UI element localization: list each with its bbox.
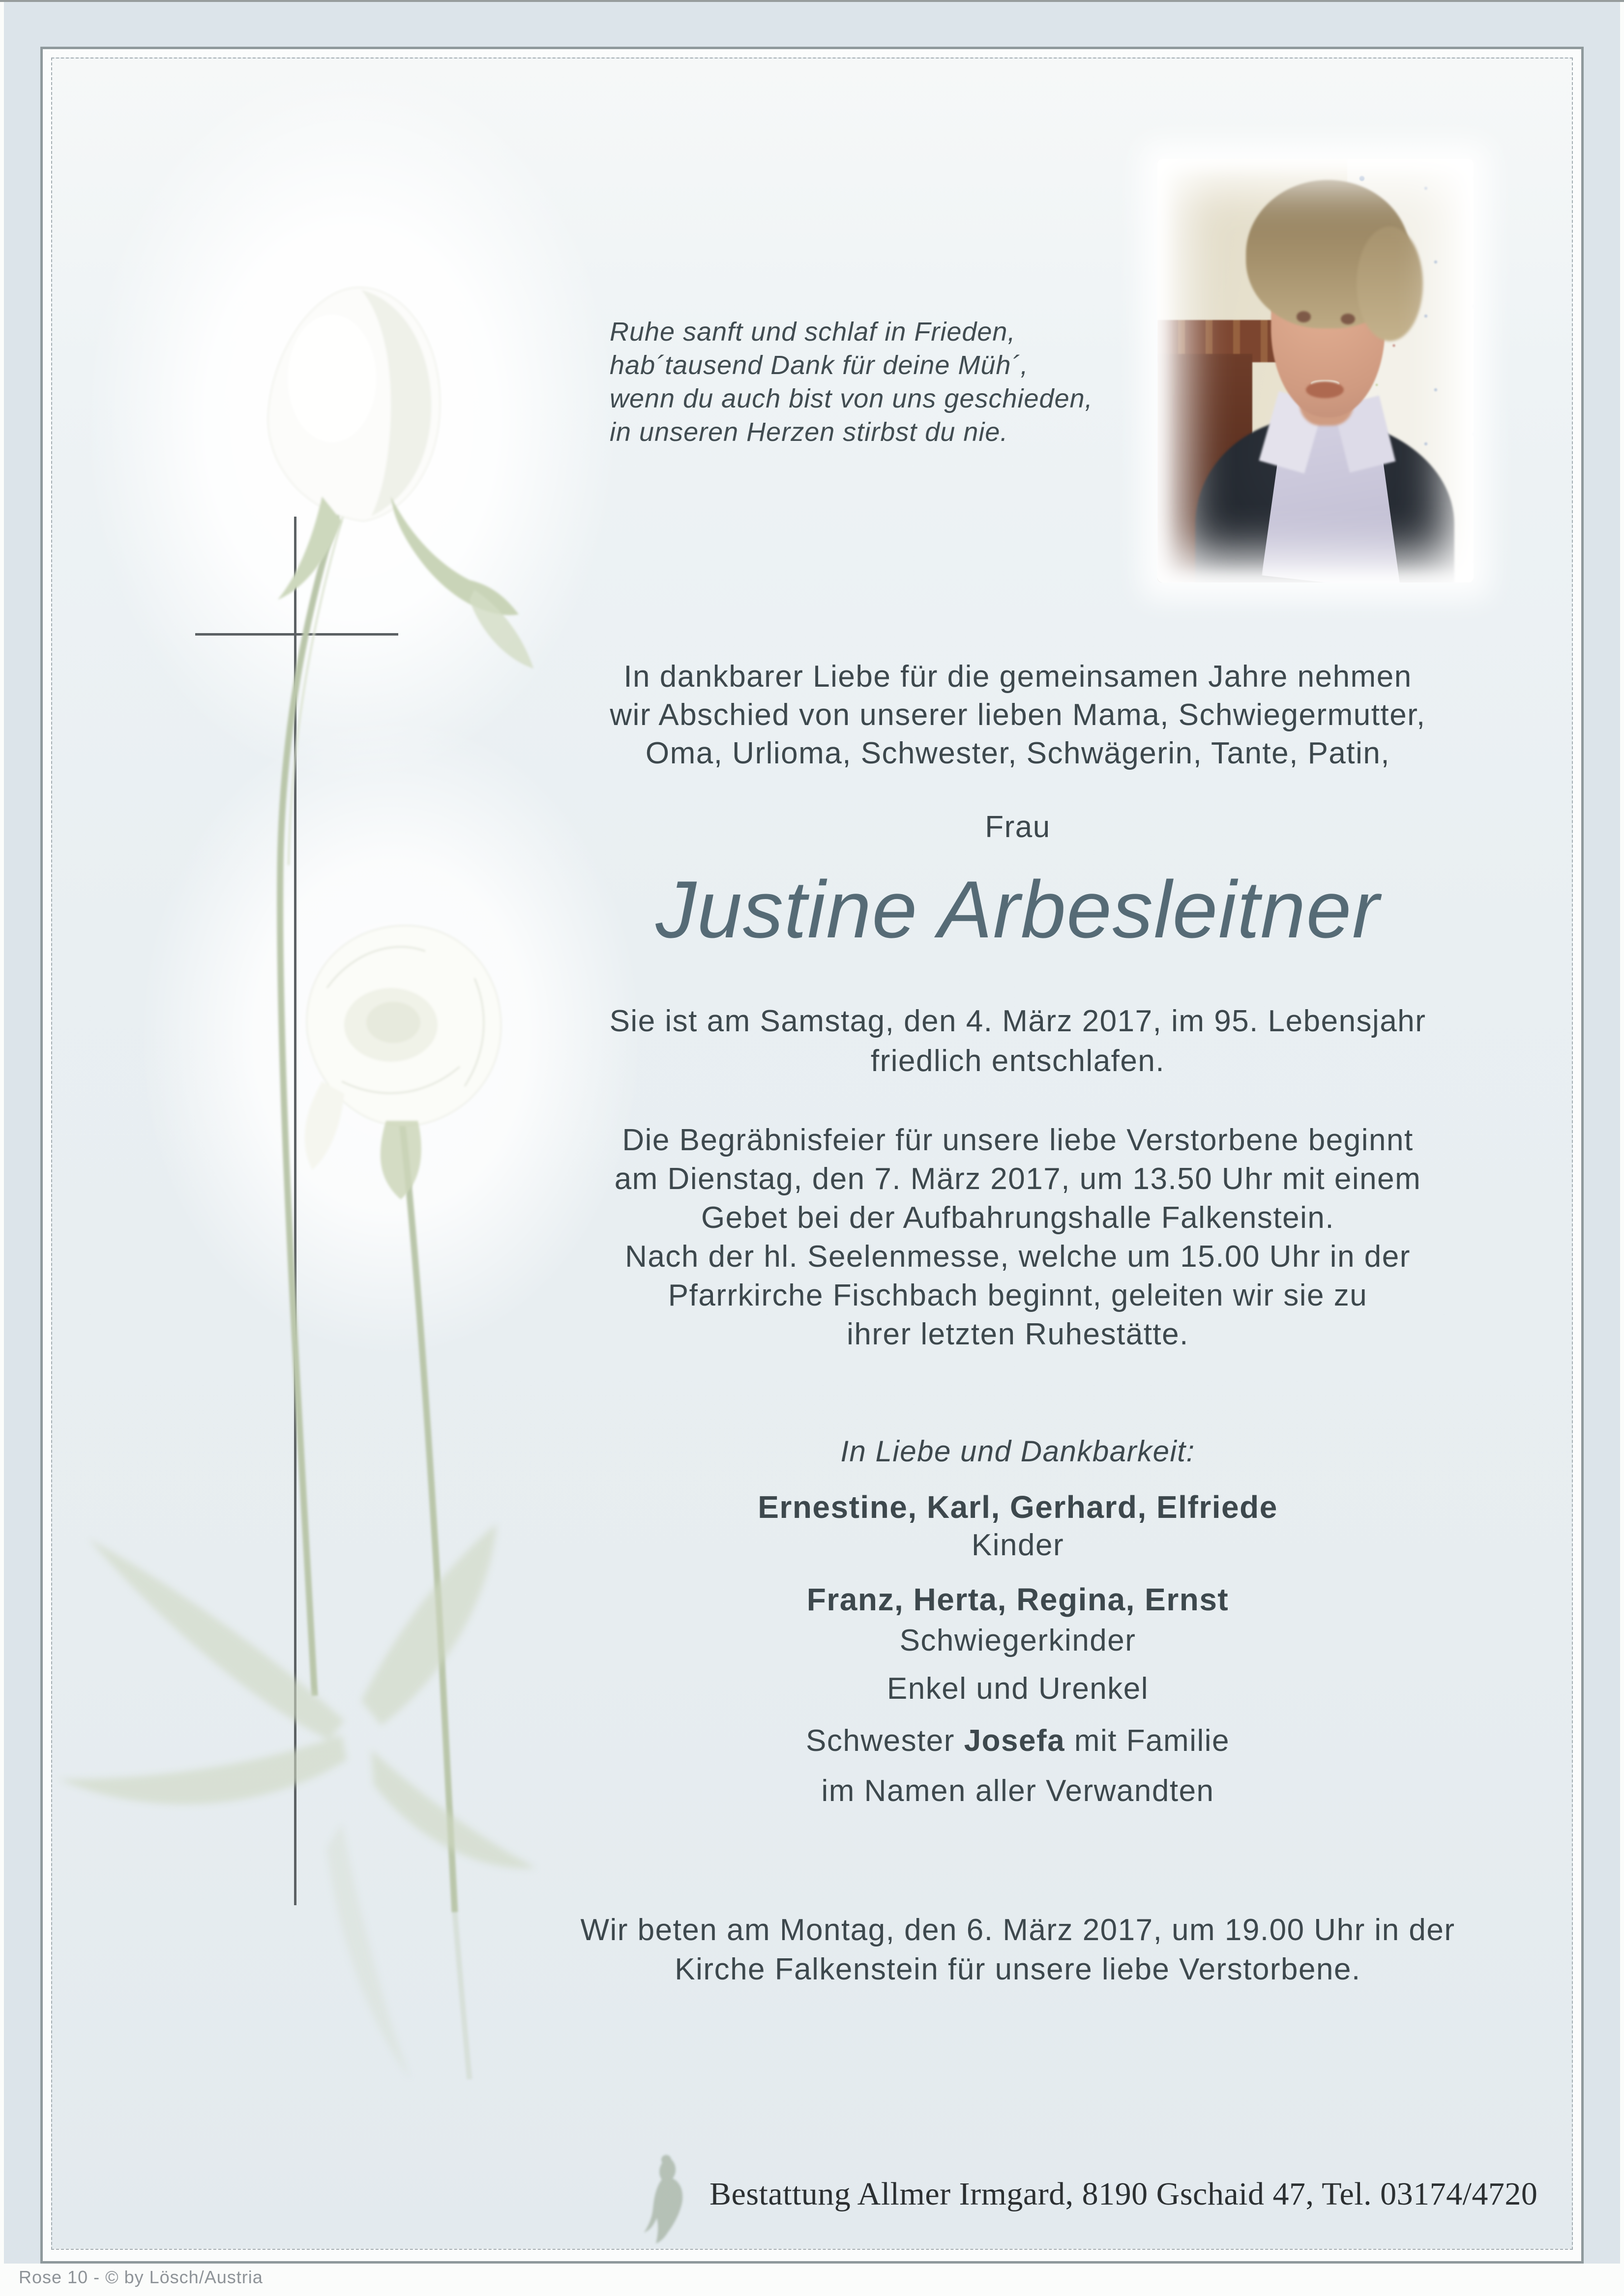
funeral-home-info: Bestattung Allmer Irmgard, 8190 Gschaid 47, Tel. 03174/4720: [709, 2176, 1538, 2212]
salutation: Frau: [985, 810, 1051, 844]
mourners-sister: [502, 1723, 1534, 1758]
poem-line: hab´tausend Dank für deine Müh´,: [610, 350, 1029, 380]
farewell-intro: [502, 658, 1534, 773]
funeral-line: Pfarrkirche Fischbach beginnt, geleiten wir sie zu: [668, 1279, 1368, 1312]
intro-line: In dankbarer Liebe für die gemeinsamen Jahre nehmen: [623, 660, 1412, 694]
deceased-name: Justine Arbesleitner: [655, 864, 1380, 955]
mourners-inlaws-label: Schwiegerkinder: [899, 1624, 1136, 1657]
funeral-line: Die Begräbnisfeier für unsere liebe Verstorbene beginnt: [622, 1123, 1414, 1157]
main-text-column: [502, 0, 1534, 2296]
death-notice-line: friedlich entschlafen.: [870, 1044, 1165, 1078]
prayer-line: Kirche Falkenstein für unsere liebe Verstorbene.: [675, 1952, 1361, 1986]
mourners-grandchildren: Enkel und Urenkel: [886, 1672, 1149, 1706]
sister-name: Josefa: [964, 1724, 1065, 1758]
mourners-children-names: Ernestine, Karl, Gerhard, Elfriede: [758, 1489, 1278, 1525]
mourners-children-label: Kinder: [971, 1528, 1064, 1562]
funeral-line: ihrer letzten Ruhestätte.: [847, 1317, 1189, 1351]
angel-icon: [638, 2153, 695, 2246]
funeral-line: am Dienstag, den 7. März 2017, um 13.50 Uhr mit einem: [614, 1162, 1421, 1196]
print-credit: Rose 10 - © by Lösch/Austria: [19, 2267, 263, 2287]
mourners-relatives: im Namen aller Verwandten: [821, 1774, 1214, 1808]
funeral-line: Nach der hl. Seelenmesse, welche um 15.00 Uhr in der: [625, 1240, 1411, 1274]
poem-line: wenn du auch bist von uns geschieden,: [610, 384, 1093, 413]
intro-line: wir Abschied von unserer lieben Mama, Schwiegermutter,: [610, 698, 1426, 732]
death-notice: [502, 1001, 1534, 1081]
poem-line: Ruhe sanft und schlaf in Frieden,: [610, 317, 1016, 347]
closing-phrase: In Liebe und Dankbarkeit:: [840, 1435, 1195, 1468]
sister-suffix: mit Familie: [1065, 1724, 1230, 1758]
mourners-inlaws-names: Franz, Herta, Regina, Ernst: [806, 1582, 1229, 1617]
funeral-details: [502, 1121, 1534, 1354]
death-notice-line: Sie ist am Samstag, den 4. März 2017, im 95. Lebensjahr: [609, 1004, 1426, 1038]
sister-prefix: Schwester: [805, 1724, 964, 1758]
intro-line: Oma, Urlioma, Schwester, Schwägerin, Tante, Patin,: [645, 736, 1390, 770]
funeral-line: Gebet bei der Aufbahrungshalle Falkenstein.: [701, 1201, 1335, 1235]
prayer-line: Wir beten am Montag, den 6. März 2017, um 19.00 Uhr in der: [580, 1913, 1455, 1947]
poem-line: in unseren Herzen stirbst du nie.: [610, 417, 1008, 447]
prayer-notice: [502, 1911, 1534, 1989]
